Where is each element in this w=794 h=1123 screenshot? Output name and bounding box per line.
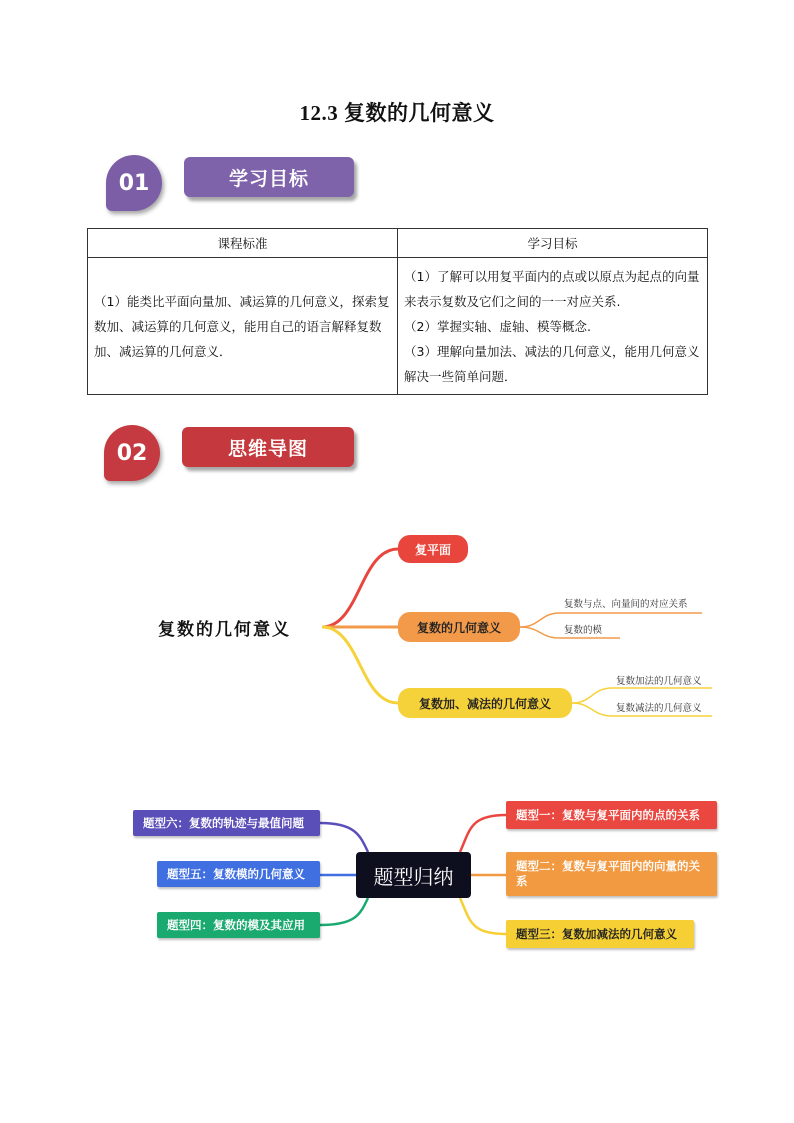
- mindmap-leaf: 复数与点、向量间的对应关系: [564, 599, 688, 610]
- mindmap-node-add-subtract: 复数加、减法的几何意义: [398, 688, 572, 718]
- mindmap-node-geometric-meaning: 复数的几何意义: [398, 612, 520, 642]
- goal-item: （3）理解向量加法、减法的几何意义，能用几何意义解决一些简单问题．: [404, 343, 700, 384]
- topic-box-2: 题型二：复数与复平面内的向量的关系: [506, 852, 717, 896]
- course-standard-cell: （1）能类比平面向量加、减运算的几何意义，探索复数加、减运算的几何意义，能用自己的语言解释复数加、减运算的几何意义．: [88, 258, 398, 395]
- section-number-badge: 01: [106, 155, 162, 211]
- table-header-standard: 课程标准: [88, 229, 398, 258]
- topic-box-1: 题型一：复数与复平面内的点的关系: [506, 801, 717, 829]
- mindmap-center: 题型归纳: [356, 852, 471, 898]
- mindmap-leaf: 复数加法的几何意义: [616, 676, 702, 687]
- mindmap-root: 复数的几何意义: [158, 620, 291, 640]
- section-title: 学习目标: [184, 157, 354, 197]
- section-title: 思维导图: [182, 427, 354, 467]
- topic-box-6: 题型六：复数的轨迹与最值问题: [133, 810, 320, 836]
- page-title: 12.3 复数的几何意义: [299, 101, 495, 125]
- mindmap-node-complex-plane: 复平面: [398, 535, 468, 563]
- goal-item: （2）掌握实轴、虚轴、模等概念.: [404, 318, 591, 334]
- table-header-goals: 学习目标: [398, 229, 708, 258]
- topic-box-5: 题型五：复数模的几何意义: [157, 861, 320, 887]
- mindmap-leaf: 复数减法的几何意义: [616, 703, 702, 714]
- goal-item: （1）了解可以用复平面内的点或以原点为起点的向量来表示复数及它们之间的一一对应关系.: [404, 268, 700, 309]
- topic-box-3: 题型三：复数加减法的几何意义: [506, 920, 694, 948]
- topic-box-4: 题型四：复数的模及其应用: [157, 912, 320, 938]
- mindmap-leaf: 复数的模: [564, 625, 603, 636]
- section-number-badge: 02: [104, 425, 160, 481]
